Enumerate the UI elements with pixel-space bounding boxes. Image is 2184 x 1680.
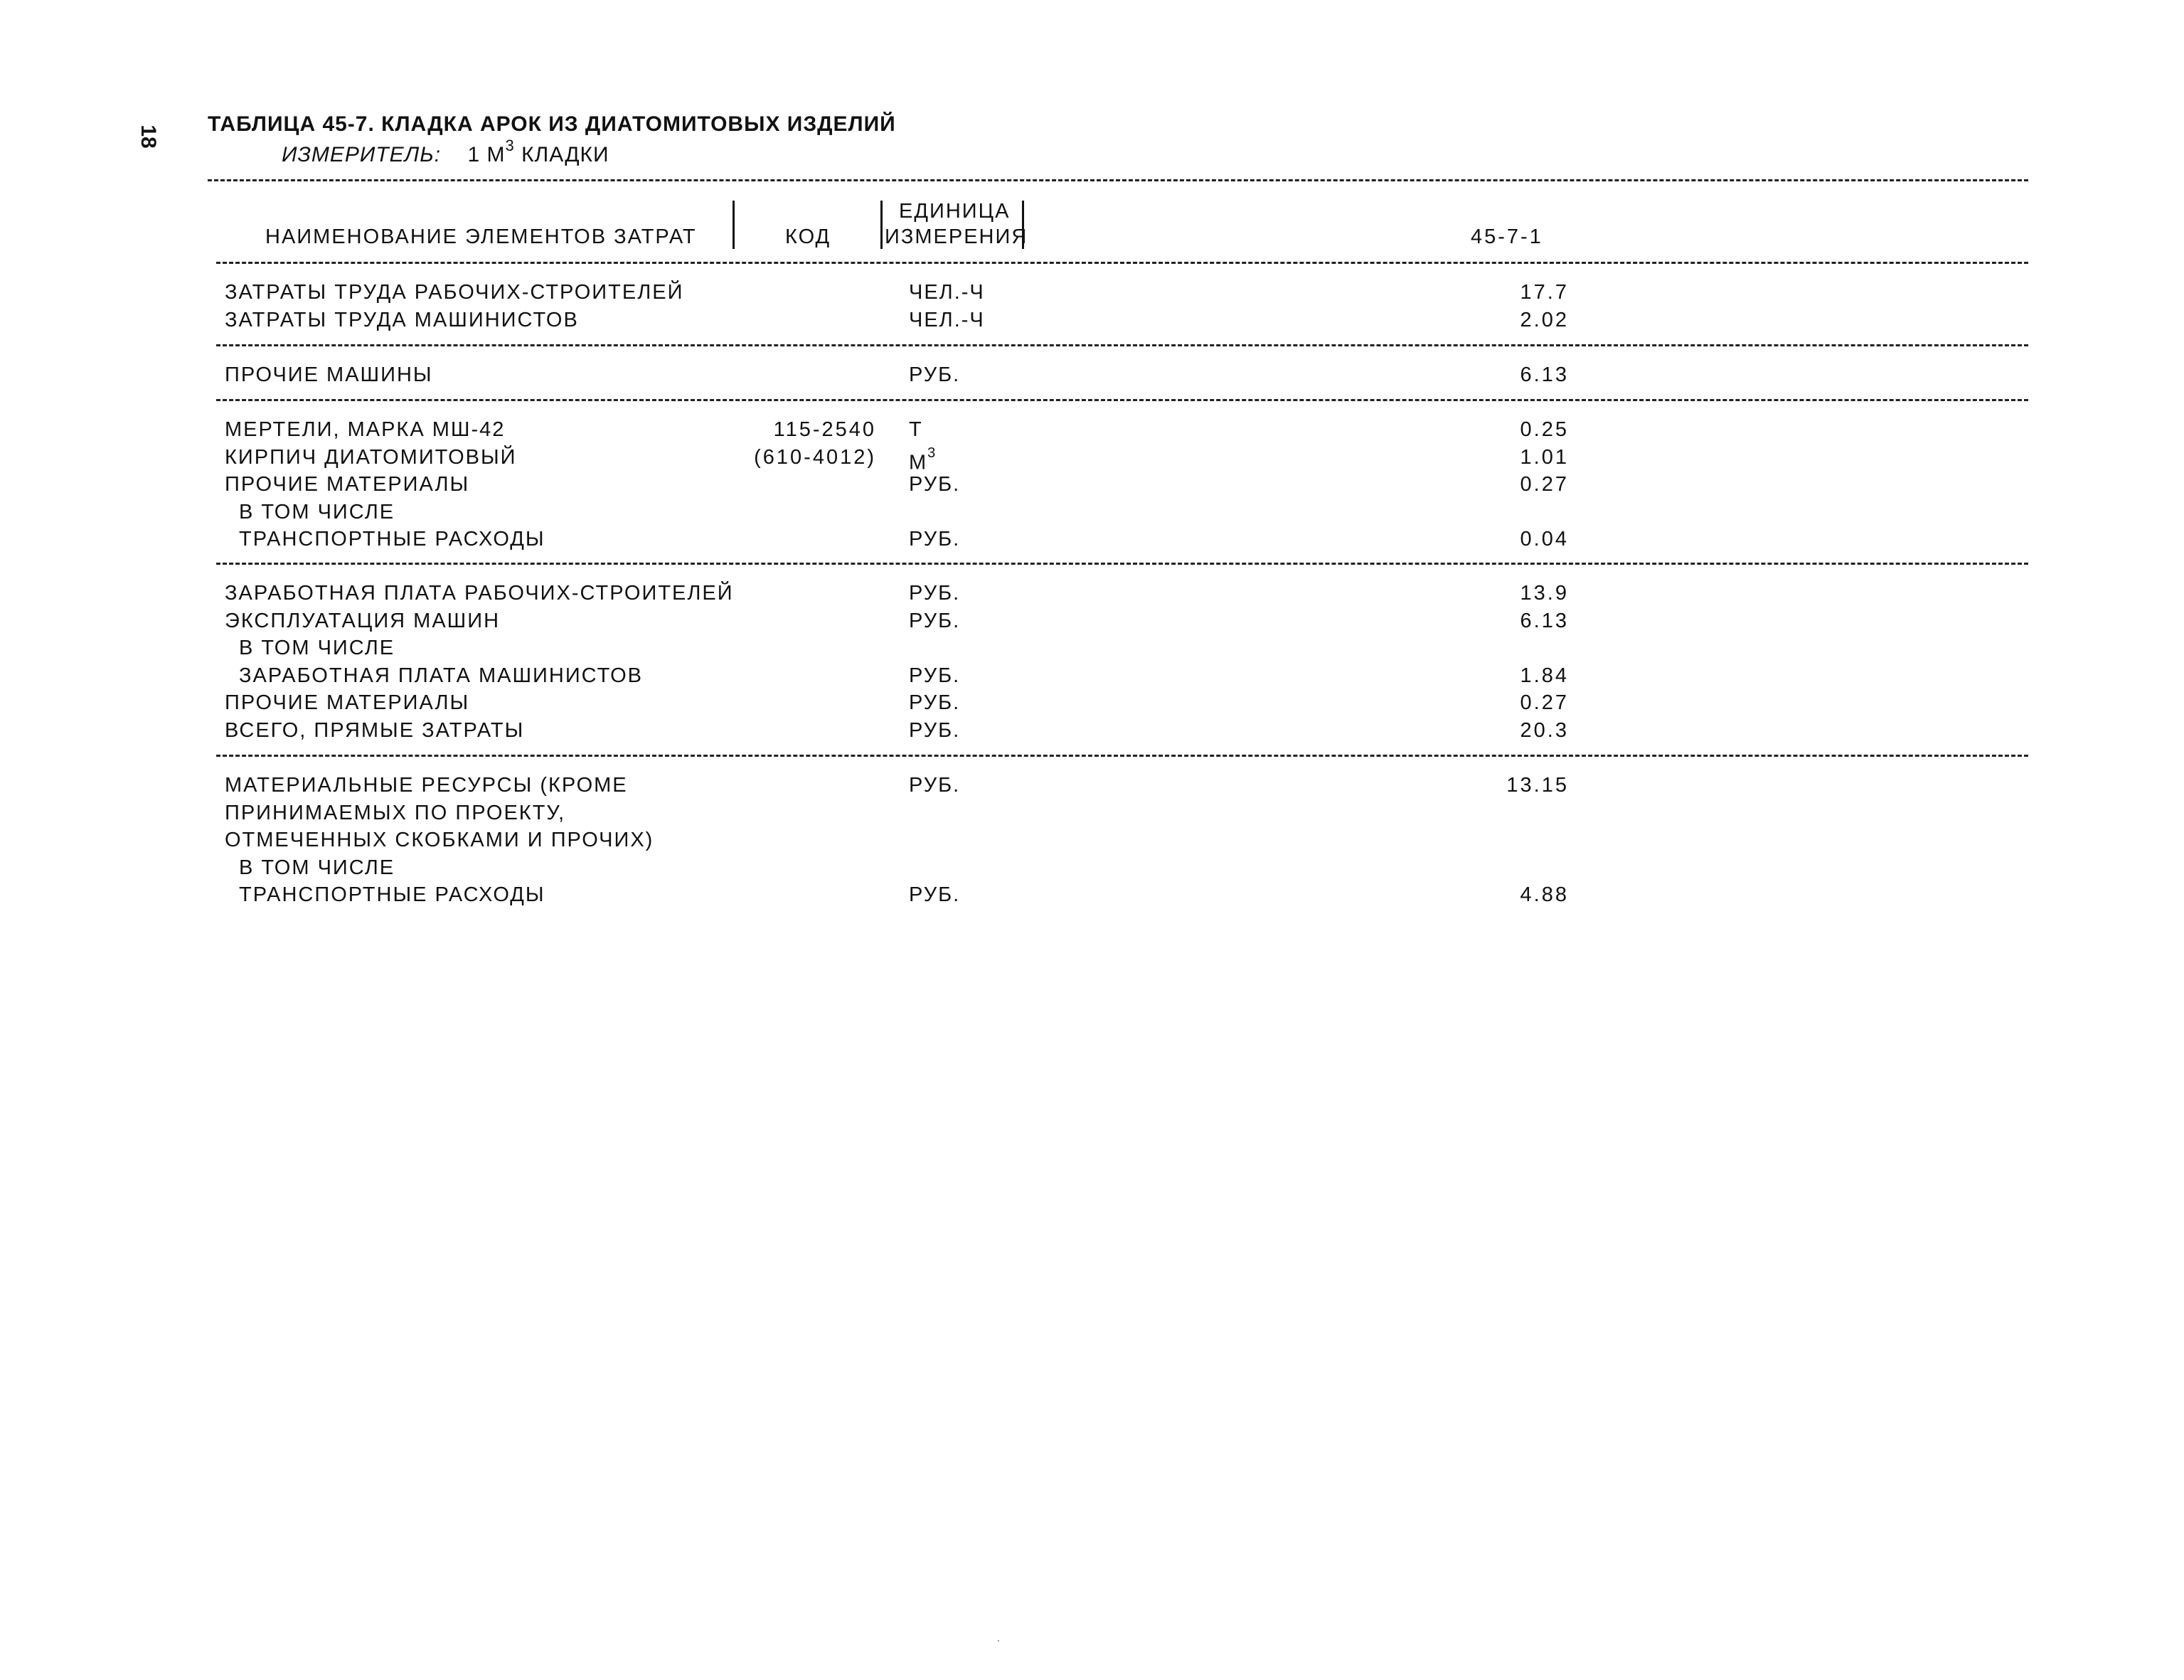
row-unit bbox=[909, 416, 923, 443]
row-unit bbox=[909, 307, 985, 334]
row-code: 115-2540 bbox=[773, 418, 876, 441]
row-value: 17.7 bbox=[1520, 281, 1569, 304]
row-name: КИРПИЧ ДИАТОМИТОВЫЙ bbox=[225, 445, 517, 469]
group-separator-rule bbox=[216, 344, 2028, 346]
row-unit bbox=[909, 580, 960, 607]
table-measure bbox=[282, 139, 609, 167]
measure-label: ИЗМЕРИТЕЛЬ: bbox=[282, 143, 442, 166]
row-value: 2.02 bbox=[1520, 308, 1569, 331]
row-unit-text: РУБ. bbox=[909, 528, 961, 551]
row-name: В ТОМ ЧИСЛЕ bbox=[239, 500, 395, 523]
row-value: 1.84 bbox=[1520, 664, 1569, 687]
row-name: ВСЕГО, ПРЯМЫЕ ЗАТРАТЫ bbox=[225, 718, 525, 742]
row-unit bbox=[909, 361, 960, 388]
row-value: 1.01 bbox=[1520, 445, 1569, 469]
row-unit bbox=[909, 471, 960, 498]
row-unit-text: ЧЕЛ.-Ч bbox=[909, 308, 985, 331]
column-header-unit-line1: ЕДИНИЦА bbox=[899, 200, 1011, 223]
row-name: ЗАРАБОТНАЯ ПЛАТА МАШИНИСТОВ bbox=[239, 664, 643, 687]
row-value: 13.9 bbox=[1520, 582, 1569, 605]
row-name: ТРАНСПОРТНЫЕ РАСХОДЫ bbox=[239, 528, 545, 551]
measure-value: 1 М bbox=[467, 143, 506, 166]
row-unit-text: РУБ. bbox=[909, 774, 961, 797]
row-unit-text: РУБ. bbox=[909, 609, 961, 632]
row-unit bbox=[909, 279, 985, 306]
row-name: ПРОЧИЕ МАШИНЫ bbox=[225, 363, 433, 386]
row-name: ТРАНСПОРТНЫЕ РАСХОДЫ bbox=[239, 883, 545, 906]
row-value: 4.88 bbox=[1520, 883, 1569, 906]
measure-value-exponent: 3 bbox=[505, 137, 515, 154]
row-unit bbox=[909, 881, 960, 908]
column-header-name: НАИМЕНОВАНИЕ ЭЛЕМЕНТОВ ЗАТРАТ bbox=[265, 225, 697, 248]
row-unit bbox=[909, 607, 960, 634]
column-header-code: КОД bbox=[785, 225, 831, 248]
row-unit-text: РУБ. bbox=[909, 883, 961, 906]
row-value: 6.13 bbox=[1520, 609, 1569, 632]
row-name: ПРИНИМАЕМЫХ ПО ПРОЕКТУ, bbox=[225, 801, 566, 824]
row-unit bbox=[909, 772, 960, 799]
row-name: МАТЕРИАЛЬНЫЕ РЕСУРСЫ (КРОМЕ bbox=[225, 774, 628, 797]
row-unit-text: РУБ. bbox=[909, 363, 961, 386]
row-name: ЗАРАБОТНАЯ ПЛАТА РАБОЧИХ-СТРОИТЕЛЕЙ bbox=[225, 582, 734, 605]
row-unit bbox=[909, 689, 960, 716]
row-value: 6.13 bbox=[1520, 363, 1569, 386]
page-number: 18 bbox=[137, 124, 160, 149]
row-value: 0.25 bbox=[1520, 418, 1569, 441]
row-name: МЕРТЕЛИ, МАРКА МШ-42 bbox=[225, 418, 506, 441]
row-name: ПРОЧИЕ МАТЕРИАЛЫ bbox=[225, 691, 470, 714]
row-unit-text: РУБ. bbox=[909, 691, 961, 714]
table-title: ТАБЛИЦА 45-7. КЛАДКА АРОК ИЗ ДИАТОМИТОВЫХ ИЗДЕЛИЙ bbox=[208, 112, 896, 136]
scan-speck bbox=[998, 1640, 999, 1642]
header-separator bbox=[733, 201, 735, 249]
row-unit-text: ЧЕЛ.-Ч bbox=[909, 281, 985, 304]
group-separator-rule bbox=[216, 399, 2028, 401]
column-header-value: 45-7-1 bbox=[1471, 225, 1543, 248]
row-unit-text: Т bbox=[909, 418, 923, 441]
row-value: 0.27 bbox=[1520, 691, 1569, 714]
row-value: 0.04 bbox=[1520, 528, 1569, 551]
row-name: В ТОМ ЧИСЛЕ bbox=[239, 856, 395, 879]
column-header-unit-line2: ИЗМЕРЕНИЯ bbox=[885, 225, 1028, 248]
row-name: В ТОМ ЧИСЛЕ bbox=[239, 637, 395, 659]
row-code: (610-4012) bbox=[754, 445, 876, 469]
measure-value-suffix: КЛАДКИ bbox=[514, 143, 609, 166]
row-unit-text: РУБ. bbox=[909, 473, 961, 496]
rule-header-bottom bbox=[216, 262, 2028, 264]
header-separator bbox=[880, 201, 883, 249]
row-name: ОТМЕЧЕННЫХ СКОБКАМИ И ПРОЧИХ) bbox=[225, 829, 654, 851]
row-name: ЗАТРАТЫ ТРУДА МАШИНИСТОВ bbox=[225, 308, 579, 331]
row-value: 20.3 bbox=[1520, 718, 1569, 742]
row-name: ПРОЧИЕ МАТЕРИАЛЫ bbox=[225, 473, 470, 496]
row-unit-text: РУБ. bbox=[909, 582, 961, 605]
measure-spacer bbox=[447, 143, 461, 166]
row-unit-text: РУБ. bbox=[909, 718, 961, 742]
row-unit bbox=[909, 717, 960, 744]
group-separator-rule bbox=[216, 563, 2028, 565]
row-value: 0.27 bbox=[1520, 473, 1569, 496]
row-name: ЭКСПЛУАТАЦИЯ МАШИН bbox=[225, 609, 501, 632]
row-unit bbox=[909, 662, 960, 689]
row-unit bbox=[909, 526, 960, 553]
row-unit-text: М bbox=[909, 451, 928, 474]
row-value: 13.15 bbox=[1506, 774, 1569, 797]
row-unit-exponent: 3 bbox=[927, 445, 937, 461]
group-separator-rule bbox=[216, 755, 2028, 757]
rule-top bbox=[208, 179, 2028, 181]
row-name: ЗАТРАТЫ ТРУДА РАБОЧИХ-СТРОИТЕЛЕЙ bbox=[225, 281, 684, 304]
row-unit-text: РУБ. bbox=[909, 664, 961, 687]
